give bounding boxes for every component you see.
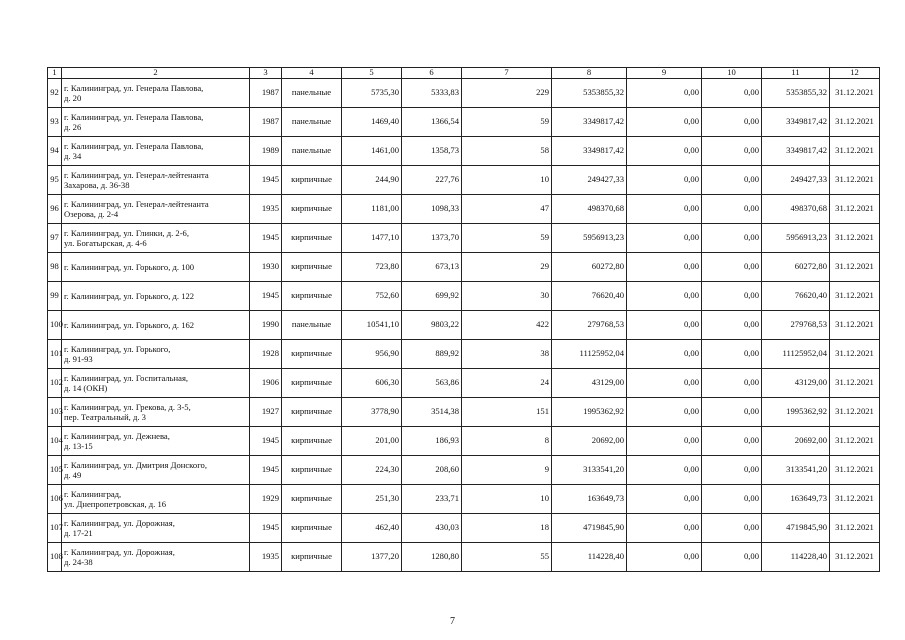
year-cell: 1987: [250, 79, 282, 108]
header-cell: 7: [462, 68, 552, 79]
header-cell: 5: [342, 68, 402, 79]
col7-cell: 38: [462, 340, 552, 369]
address-line: г. Калининград, ул. Горького, д. 162: [64, 319, 195, 330]
col8-cell: 279768,53: [552, 311, 627, 340]
row-number-cell: 92: [48, 79, 62, 108]
col8-cell: 43129,00: [552, 369, 627, 398]
col11-cell: 3349817,42: [762, 137, 830, 166]
address-line: д. 26: [64, 122, 82, 132]
col7-cell: 59: [462, 108, 552, 137]
table-row: [48, 514, 880, 543]
col10-cell: 0,00: [702, 456, 762, 485]
col11-cell: 43129,00: [762, 369, 830, 398]
col6-cell: 673,13: [402, 253, 462, 282]
address-cell: [62, 514, 250, 543]
col9-cell: 0,00: [627, 166, 702, 195]
table-row: [48, 543, 880, 572]
wall-material-cell: кирпичные: [282, 195, 342, 224]
address-line: г. Калининград, ул. Госпитальная,: [64, 372, 189, 383]
col11-cell: 3349817,42: [762, 108, 830, 137]
address-line: г. Калининград, ул. Генерал-лейтенанта: [64, 169, 209, 180]
col11-cell: 5353855,32: [762, 79, 830, 108]
col6-cell: 208,60: [402, 456, 462, 485]
year-cell: 1945: [250, 456, 282, 485]
table-row: [48, 282, 880, 311]
table-row: [48, 311, 880, 340]
col8-cell: 114228,40: [552, 543, 627, 572]
wall-material-cell: панельные: [282, 311, 342, 340]
year-cell: 1906: [250, 369, 282, 398]
col5-cell: 244,90: [342, 166, 402, 195]
col7-cell: 9: [462, 456, 552, 485]
address-cell: [62, 543, 250, 572]
row-number-cell: 94: [48, 137, 62, 166]
wall-material-cell: кирпичные: [282, 543, 342, 572]
col10-cell: 0,00: [702, 514, 762, 543]
header-cell: 8: [552, 68, 627, 79]
address-cell: [62, 456, 250, 485]
col5-cell: 1469,40: [342, 108, 402, 137]
col7-cell: 18: [462, 514, 552, 543]
year-cell: 1935: [250, 195, 282, 224]
col8-cell: 498370,68: [552, 195, 627, 224]
address-line: г. Калининград, ул. Горького, д. 100: [64, 261, 195, 272]
col8-cell: 1995362,92: [552, 398, 627, 427]
address-line: ул. Днепропетровская, д. 16: [64, 499, 167, 509]
col6-cell: 1358,73: [402, 137, 462, 166]
address-line: д. 91-93: [64, 354, 93, 364]
address-cell: [62, 311, 250, 340]
address-cell: [62, 427, 250, 456]
wall-material-cell: кирпичные: [282, 253, 342, 282]
header-cell: 11: [762, 68, 830, 79]
address-cell: [62, 485, 250, 514]
col7-cell: 59: [462, 224, 552, 253]
address-line: г. Калининград, ул. Горького,: [64, 343, 171, 354]
table-row: [48, 166, 880, 195]
wall-material-cell: кирпичные: [282, 369, 342, 398]
address-line: г. Калининград, ул. Генерала Павлова,: [64, 82, 204, 93]
col5-cell: 1181,00: [342, 195, 402, 224]
table-row: [48, 195, 880, 224]
col9-cell: 0,00: [627, 456, 702, 485]
header-cell: 6: [402, 68, 462, 79]
col7-cell: 47: [462, 195, 552, 224]
col9-cell: 0,00: [627, 398, 702, 427]
col7-cell: 10: [462, 166, 552, 195]
row-number-cell: 106: [48, 485, 62, 514]
table-row: [48, 427, 880, 456]
col11-cell: 4719845,90: [762, 514, 830, 543]
address-cell: [62, 166, 250, 195]
col8-cell: 3133541,20: [552, 456, 627, 485]
col6-cell: 3514,38: [402, 398, 462, 427]
address-line: д. 49: [64, 470, 82, 480]
col5-cell: 5735,30: [342, 79, 402, 108]
col8-cell: 76620,40: [552, 282, 627, 311]
col10-cell: 0,00: [702, 340, 762, 369]
header-cell: 4: [282, 68, 342, 79]
col10-cell: 0,00: [702, 195, 762, 224]
col10-cell: 0,00: [702, 108, 762, 137]
col5-cell: 224,30: [342, 456, 402, 485]
row-number-cell: 101: [48, 340, 62, 369]
col5-cell: 3778,90: [342, 398, 402, 427]
col11-cell: 76620,40: [762, 282, 830, 311]
address-line: г. Калининград, ул. Дорожная,: [64, 517, 175, 528]
col7-cell: 58: [462, 137, 552, 166]
col9-cell: 0,00: [627, 369, 702, 398]
col5-cell: 201,00: [342, 427, 402, 456]
col8-cell: 11125952,04: [552, 340, 627, 369]
date-cell: 31.12.2021: [830, 427, 880, 456]
col6-cell: 233,71: [402, 485, 462, 514]
row-number-cell: 104: [48, 427, 62, 456]
col11-cell: 3133541,20: [762, 456, 830, 485]
year-cell: 1945: [250, 166, 282, 195]
col9-cell: 0,00: [627, 224, 702, 253]
col7-cell: 24: [462, 369, 552, 398]
address-line: Захарова, д. 36-38: [64, 180, 130, 190]
year-cell: 1928: [250, 340, 282, 369]
table-row: [48, 137, 880, 166]
table-row: [48, 340, 880, 369]
date-cell: 31.12.2021: [830, 79, 880, 108]
address-cell: [62, 137, 250, 166]
col9-cell: 0,00: [627, 195, 702, 224]
col10-cell: 0,00: [702, 427, 762, 456]
row-number-cell: 107: [48, 514, 62, 543]
year-cell: 1945: [250, 282, 282, 311]
col8-cell: 20692,00: [552, 427, 627, 456]
address-line: г. Калининград,: [64, 488, 122, 499]
row-number-cell: 100: [48, 311, 62, 340]
col8-cell: 163649,73: [552, 485, 627, 514]
col8-cell: 3349817,42: [552, 137, 627, 166]
col7-cell: 10: [462, 485, 552, 514]
col8-cell: 5956913,23: [552, 224, 627, 253]
row-number-cell: 105: [48, 456, 62, 485]
row-number-cell: 98: [48, 253, 62, 282]
date-cell: 31.12.2021: [830, 166, 880, 195]
wall-material-cell: кирпичные: [282, 224, 342, 253]
col9-cell: 0,00: [627, 137, 702, 166]
col10-cell: 0,00: [702, 369, 762, 398]
col9-cell: 0,00: [627, 282, 702, 311]
table-row: [48, 253, 880, 282]
col5-cell: 1377,20: [342, 543, 402, 572]
col6-cell: 889,92: [402, 340, 462, 369]
table-row: [48, 224, 880, 253]
address-cell: [62, 253, 250, 282]
row-number-cell: 97: [48, 224, 62, 253]
table-row: [48, 108, 880, 137]
col9-cell: 0,00: [627, 427, 702, 456]
row-number-cell: 99: [48, 282, 62, 311]
col9-cell: 0,00: [627, 543, 702, 572]
address-line: г. Калининград, ул. Грекова, д. 3-5,: [64, 401, 191, 412]
col6-cell: 186,93: [402, 427, 462, 456]
col7-cell: 422: [462, 311, 552, 340]
table-row: [48, 398, 880, 427]
header-cell: 3: [250, 68, 282, 79]
address-line: г. Калининград, ул. Горького, д. 122: [64, 290, 195, 301]
col5-cell: 956,90: [342, 340, 402, 369]
housing-table: [47, 67, 880, 572]
wall-material-cell: кирпичные: [282, 282, 342, 311]
header-cell: 12: [830, 68, 880, 79]
address-cell: [62, 369, 250, 398]
wall-material-cell: кирпичные: [282, 514, 342, 543]
address-cell: [62, 282, 250, 311]
row-number-cell: 95: [48, 166, 62, 195]
col11-cell: 5956913,23: [762, 224, 830, 253]
year-cell: 1987: [250, 108, 282, 137]
col9-cell: 0,00: [627, 253, 702, 282]
col7-cell: 8: [462, 427, 552, 456]
address-line: д. 17-21: [64, 528, 93, 538]
col10-cell: 0,00: [702, 282, 762, 311]
col6-cell: 699,92: [402, 282, 462, 311]
col9-cell: 0,00: [627, 340, 702, 369]
col10-cell: 0,00: [702, 543, 762, 572]
col6-cell: 1280,80: [402, 543, 462, 572]
col6-cell: 5333,83: [402, 79, 462, 108]
col11-cell: 20692,00: [762, 427, 830, 456]
col5-cell: 10541,10: [342, 311, 402, 340]
row-number-cell: 102: [48, 369, 62, 398]
address-line: г. Калининград, ул. Дежнева,: [64, 430, 170, 441]
address-line: д. 20: [64, 93, 82, 103]
col9-cell: 0,00: [627, 514, 702, 543]
date-cell: 31.12.2021: [830, 340, 880, 369]
col10-cell: 0,00: [702, 398, 762, 427]
address-line: д. 24-38: [64, 557, 93, 567]
table-row: [48, 79, 880, 108]
header-cell: 10: [702, 68, 762, 79]
col8-cell: 5353855,32: [552, 79, 627, 108]
col10-cell: 0,00: [702, 253, 762, 282]
address-line: г. Калининград, ул. Генерал-лейтенанта: [64, 198, 209, 209]
date-cell: 31.12.2021: [830, 398, 880, 427]
table-header-row: [48, 68, 880, 79]
date-cell: 31.12.2021: [830, 108, 880, 137]
col7-cell: 229: [462, 79, 552, 108]
date-cell: 31.12.2021: [830, 253, 880, 282]
col6-cell: 1373,70: [402, 224, 462, 253]
page-number: 7: [450, 616, 455, 627]
col6-cell: 1098,33: [402, 195, 462, 224]
col11-cell: 163649,73: [762, 485, 830, 514]
col6-cell: 430,03: [402, 514, 462, 543]
col5-cell: 606,30: [342, 369, 402, 398]
address-line: г. Калининград, ул. Глинки, д. 2-6,: [64, 227, 190, 238]
col9-cell: 0,00: [627, 485, 702, 514]
col10-cell: 0,00: [702, 137, 762, 166]
address-cell: [62, 195, 250, 224]
date-cell: 31.12.2021: [830, 282, 880, 311]
wall-material-cell: кирпичные: [282, 485, 342, 514]
col8-cell: 4719845,90: [552, 514, 627, 543]
row-number-cell: 108: [48, 543, 62, 572]
date-cell: 31.12.2021: [830, 485, 880, 514]
year-cell: 1930: [250, 253, 282, 282]
wall-material-cell: панельные: [282, 108, 342, 137]
address-line: пер. Театральный, д. 3: [64, 412, 146, 422]
wall-material-cell: панельные: [282, 137, 342, 166]
table-row: [48, 485, 880, 514]
col8-cell: 249427,33: [552, 166, 627, 195]
row-number-cell: 103: [48, 398, 62, 427]
address-cell: [62, 340, 250, 369]
col11-cell: 279768,53: [762, 311, 830, 340]
date-cell: 31.12.2021: [830, 514, 880, 543]
col6-cell: 227,76: [402, 166, 462, 195]
table-row: [48, 456, 880, 485]
address-line: д. 14 (ОКН): [64, 383, 108, 393]
address-cell: [62, 224, 250, 253]
col6-cell: 1366,54: [402, 108, 462, 137]
col11-cell: 1995362,92: [762, 398, 830, 427]
wall-material-cell: кирпичные: [282, 456, 342, 485]
address-line: Озерова, д. 2-4: [64, 209, 119, 219]
date-cell: 31.12.2021: [830, 543, 880, 572]
date-cell: 31.12.2021: [830, 195, 880, 224]
col9-cell: 0,00: [627, 108, 702, 137]
col5-cell: 462,40: [342, 514, 402, 543]
col9-cell: 0,00: [627, 311, 702, 340]
col11-cell: 114228,40: [762, 543, 830, 572]
wall-material-cell: панельные: [282, 79, 342, 108]
col10-cell: 0,00: [702, 79, 762, 108]
address-cell: [62, 398, 250, 427]
col6-cell: 563,86: [402, 369, 462, 398]
date-cell: 31.12.2021: [830, 456, 880, 485]
col7-cell: 151: [462, 398, 552, 427]
wall-material-cell: кирпичные: [282, 398, 342, 427]
year-cell: 1945: [250, 224, 282, 253]
wall-material-cell: кирпичные: [282, 340, 342, 369]
col5-cell: 723,80: [342, 253, 402, 282]
address-line: г. Калининград, ул. Генерала Павлова,: [64, 111, 204, 122]
date-cell: 31.12.2021: [830, 224, 880, 253]
col7-cell: 30: [462, 282, 552, 311]
col5-cell: 1461,00: [342, 137, 402, 166]
wall-material-cell: кирпичные: [282, 427, 342, 456]
address-line: ул. Богатырская, д. 4-6: [64, 238, 147, 248]
year-cell: 1945: [250, 427, 282, 456]
col11-cell: 60272,80: [762, 253, 830, 282]
col9-cell: 0,00: [627, 79, 702, 108]
year-cell: 1927: [250, 398, 282, 427]
col11-cell: 498370,68: [762, 195, 830, 224]
year-cell: 1935: [250, 543, 282, 572]
year-cell: 1989: [250, 137, 282, 166]
address-cell: [62, 79, 250, 108]
table-row: [48, 369, 880, 398]
col7-cell: 29: [462, 253, 552, 282]
col7-cell: 55: [462, 543, 552, 572]
date-cell: 31.12.2021: [830, 369, 880, 398]
address-line: д. 34: [64, 151, 82, 161]
row-number-cell: 93: [48, 108, 62, 137]
col5-cell: 752,60: [342, 282, 402, 311]
col8-cell: 3349817,42: [552, 108, 627, 137]
address-cell: [62, 108, 250, 137]
col5-cell: 251,30: [342, 485, 402, 514]
address-line: г. Калининград, ул. Дмитрия Донского,: [64, 459, 207, 470]
wall-material-cell: кирпичные: [282, 166, 342, 195]
date-cell: 31.12.2021: [830, 137, 880, 166]
col6-cell: 9803,22: [402, 311, 462, 340]
header-cell: 1: [48, 68, 62, 79]
col11-cell: 249427,33: [762, 166, 830, 195]
header-cell: 9: [627, 68, 702, 79]
header-cell: 2: [62, 68, 250, 79]
col10-cell: 0,00: [702, 311, 762, 340]
col10-cell: 0,00: [702, 224, 762, 253]
date-cell: 31.12.2021: [830, 311, 880, 340]
year-cell: 1929: [250, 485, 282, 514]
year-cell: 1945: [250, 514, 282, 543]
address-line: г. Калининград, ул. Генерала Павлова,: [64, 140, 204, 151]
row-number-cell: 96: [48, 195, 62, 224]
col8-cell: 60272,80: [552, 253, 627, 282]
address-line: г. Калининград, ул. Дорожная,: [64, 546, 175, 557]
year-cell: 1990: [250, 311, 282, 340]
col5-cell: 1477,10: [342, 224, 402, 253]
address-line: д. 13-15: [64, 441, 93, 451]
col11-cell: 11125952,04: [762, 340, 830, 369]
col10-cell: 0,00: [702, 166, 762, 195]
col10-cell: 0,00: [702, 485, 762, 514]
